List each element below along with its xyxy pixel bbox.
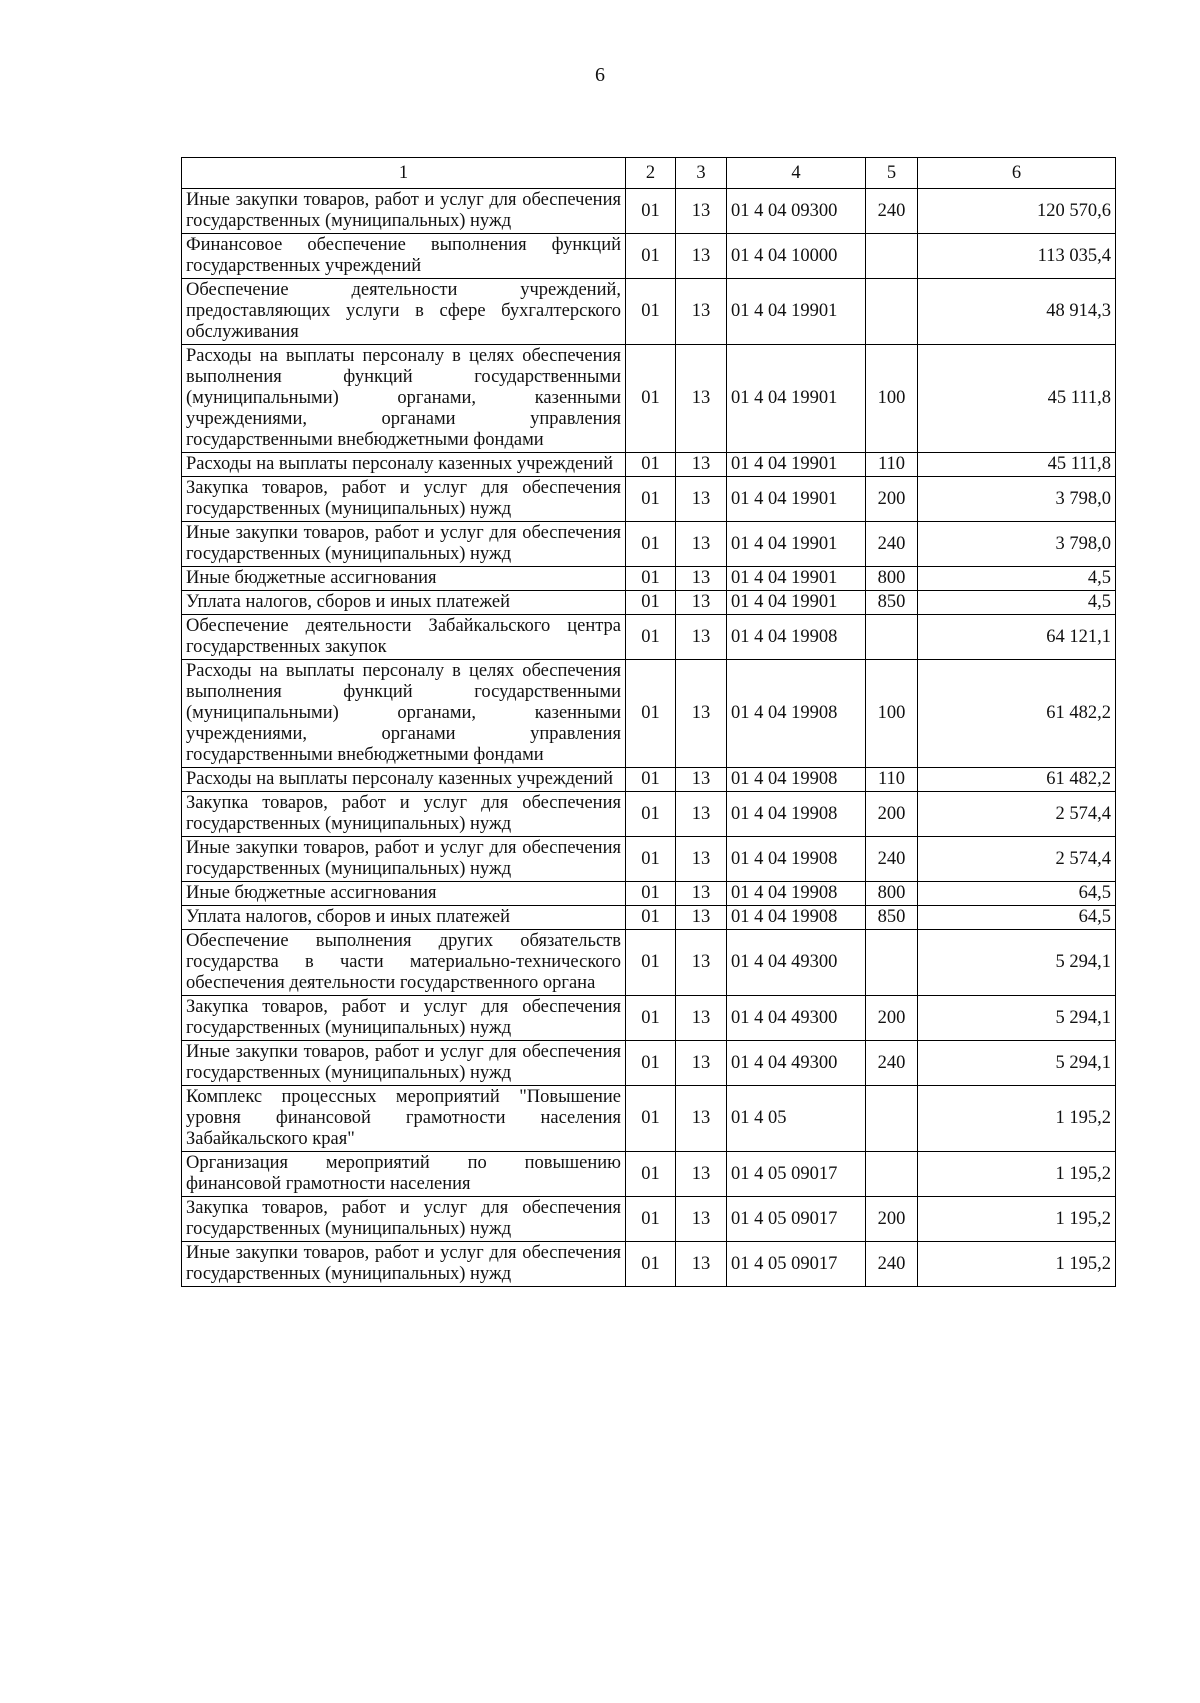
expense-type-cell: 200 <box>866 1197 918 1242</box>
section-code-cell: 01 <box>626 996 676 1041</box>
amount-cell: 64,5 <box>918 906 1116 930</box>
subsection-code-cell: 13 <box>676 930 727 996</box>
expense-type-cell: 100 <box>866 345 918 453</box>
subsection-code-cell: 13 <box>676 279 727 345</box>
section-code-cell: 01 <box>626 345 676 453</box>
column-header-6: 6 <box>918 158 1116 189</box>
section-code-cell: 01 <box>626 1152 676 1197</box>
subsection-code-cell: 13 <box>676 453 727 477</box>
row-name-cell: Обеспечение выполнения других обязательств государства в части материально-технического обеспечения деятельности государственного органа <box>182 930 626 996</box>
target-article-cell: 01 4 05 09017 <box>727 1197 866 1242</box>
section-code-cell: 01 <box>626 477 676 522</box>
amount-cell: 2 574,4 <box>918 837 1116 882</box>
section-code-cell: 01 <box>626 189 676 234</box>
table-row <box>182 591 1116 615</box>
subsection-code-cell: 13 <box>676 234 727 279</box>
table-body <box>182 189 1116 1287</box>
target-article-cell: 01 4 05 09017 <box>727 1242 866 1287</box>
row-name-cell: Закупка товаров, работ и услуг для обеспечения государственных (муниципальных) нужд <box>182 1197 626 1242</box>
expense-type-cell: 240 <box>866 1041 918 1086</box>
amount-cell: 4,5 <box>918 567 1116 591</box>
subsection-code-cell: 13 <box>676 837 727 882</box>
expense-type-cell: 200 <box>866 477 918 522</box>
expense-type-cell <box>866 1086 918 1152</box>
amount-cell: 5 294,1 <box>918 1041 1116 1086</box>
section-code-cell: 01 <box>626 906 676 930</box>
table-row <box>182 837 1116 882</box>
amount-cell: 120 570,6 <box>918 189 1116 234</box>
amount-cell: 1 195,2 <box>918 1152 1116 1197</box>
expense-type-cell: 200 <box>866 792 918 837</box>
subsection-code-cell: 13 <box>676 522 727 567</box>
column-header-3: 3 <box>676 158 727 189</box>
subsection-code-cell: 13 <box>676 1242 727 1287</box>
expense-type-cell: 110 <box>866 768 918 792</box>
section-code-cell: 01 <box>626 792 676 837</box>
section-code-cell: 01 <box>626 660 676 768</box>
subsection-code-cell: 13 <box>676 792 727 837</box>
amount-cell: 1 195,2 <box>918 1242 1116 1287</box>
row-name-cell: Иные закупки товаров, работ и услуг для обеспечения государственных (муниципальных) нужд <box>182 1041 626 1086</box>
table-row <box>182 189 1116 234</box>
amount-cell: 64 121,1 <box>918 615 1116 660</box>
row-name-cell: Финансовое обеспечение выполнения функций государственных учреждений <box>182 234 626 279</box>
section-code-cell: 01 <box>626 837 676 882</box>
section-code-cell: 01 <box>626 234 676 279</box>
expense-type-cell: 240 <box>866 1242 918 1287</box>
table-row <box>182 234 1116 279</box>
expense-type-cell <box>866 279 918 345</box>
expense-type-cell: 240 <box>866 522 918 567</box>
section-code-cell: 01 <box>626 522 676 567</box>
amount-cell: 48 914,3 <box>918 279 1116 345</box>
amount-cell: 4,5 <box>918 591 1116 615</box>
subsection-code-cell: 13 <box>676 615 727 660</box>
section-code-cell: 01 <box>626 768 676 792</box>
column-header-4: 4 <box>727 158 866 189</box>
amount-cell: 3 798,0 <box>918 477 1116 522</box>
amount-cell: 45 111,8 <box>918 345 1116 453</box>
subsection-code-cell: 13 <box>676 906 727 930</box>
section-code-cell: 01 <box>626 567 676 591</box>
table-row <box>182 768 1116 792</box>
table-row <box>182 906 1116 930</box>
target-article-cell: 01 4 05 09017 <box>727 1152 866 1197</box>
column-header-1: 1 <box>182 158 626 189</box>
amount-cell: 3 798,0 <box>918 522 1116 567</box>
table-row <box>182 996 1116 1041</box>
target-article-cell: 01 4 04 19901 <box>727 453 866 477</box>
section-code-cell: 01 <box>626 1086 676 1152</box>
section-code-cell: 01 <box>626 1242 676 1287</box>
table-row <box>182 1086 1116 1152</box>
expense-type-cell: 240 <box>866 189 918 234</box>
target-article-cell: 01 4 04 19908 <box>727 615 866 660</box>
expense-type-cell <box>866 1152 918 1197</box>
expense-type-cell: 800 <box>866 882 918 906</box>
amount-cell: 1 195,2 <box>918 1086 1116 1152</box>
amount-cell: 5 294,1 <box>918 996 1116 1041</box>
row-name-cell: Иные закупки товаров, работ и услуг для обеспечения государственных (муниципальных) нужд <box>182 522 626 567</box>
page-number: 6 <box>595 64 605 86</box>
target-article-cell: 01 4 04 19908 <box>727 792 866 837</box>
row-name-cell: Уплата налогов, сборов и иных платежей <box>182 591 626 615</box>
table-row <box>182 567 1116 591</box>
table-row <box>182 522 1116 567</box>
row-name-cell: Иные бюджетные ассигнования <box>182 567 626 591</box>
section-code-cell: 01 <box>626 930 676 996</box>
row-name-cell: Обеспечение деятельности учреждений, предоставляющих услуги в сфере бухгалтерского обслуживания <box>182 279 626 345</box>
target-article-cell: 01 4 04 19901 <box>727 522 866 567</box>
column-header-2: 2 <box>626 158 676 189</box>
target-article-cell: 01 4 05 <box>727 1086 866 1152</box>
subsection-code-cell: 13 <box>676 1197 727 1242</box>
table-row <box>182 615 1116 660</box>
amount-cell: 2 574,4 <box>918 792 1116 837</box>
table-row <box>182 792 1116 837</box>
row-name-cell: Закупка товаров, работ и услуг для обеспечения государственных (муниципальных) нужд <box>182 792 626 837</box>
row-name-cell: Иные закупки товаров, работ и услуг для обеспечения государственных (муниципальных) нужд <box>182 1242 626 1287</box>
expense-type-cell: 850 <box>866 906 918 930</box>
subsection-code-cell: 13 <box>676 1086 727 1152</box>
section-code-cell: 01 <box>626 279 676 345</box>
section-code-cell: 01 <box>626 882 676 906</box>
row-name-cell: Расходы на выплаты персоналу казенных учреждений <box>182 453 626 477</box>
target-article-cell: 01 4 04 19908 <box>727 660 866 768</box>
subsection-code-cell: 13 <box>676 189 727 234</box>
subsection-code-cell: 13 <box>676 882 727 906</box>
target-article-cell: 01 4 04 19908 <box>727 768 866 792</box>
table-row <box>182 1197 1116 1242</box>
target-article-cell: 01 4 04 09300 <box>727 189 866 234</box>
expense-type-cell <box>866 615 918 660</box>
row-name-cell: Комплекс процессных мероприятий "Повышение уровня финансовой грамотности населения Забайкальского края" <box>182 1086 626 1152</box>
subsection-code-cell: 13 <box>676 660 727 768</box>
section-code-cell: 01 <box>626 591 676 615</box>
target-article-cell: 01 4 04 49300 <box>727 996 866 1041</box>
expense-type-cell: 200 <box>866 996 918 1041</box>
row-name-cell: Иные закупки товаров, работ и услуг для обеспечения государственных (муниципальных) нужд <box>182 189 626 234</box>
expense-type-cell: 100 <box>866 660 918 768</box>
table-row <box>182 345 1116 453</box>
expense-type-cell <box>866 930 918 996</box>
amount-cell: 1 195,2 <box>918 1197 1116 1242</box>
row-name-cell: Расходы на выплаты персоналу в целях обеспечения выполнения функций государственными (муниципальными) органами, казенными учреждениями, органами управления государственными внебюджетными фондами <box>182 660 626 768</box>
target-article-cell: 01 4 04 10000 <box>727 234 866 279</box>
column-header-5: 5 <box>866 158 918 189</box>
section-code-cell: 01 <box>626 1041 676 1086</box>
target-article-cell: 01 4 04 19901 <box>727 279 866 345</box>
table-row <box>182 1242 1116 1287</box>
subsection-code-cell: 13 <box>676 768 727 792</box>
amount-cell: 61 482,2 <box>918 768 1116 792</box>
amount-cell: 113 035,4 <box>918 234 1116 279</box>
section-code-cell: 01 <box>626 615 676 660</box>
amount-cell: 64,5 <box>918 882 1116 906</box>
subsection-code-cell: 13 <box>676 567 727 591</box>
subsection-code-cell: 13 <box>676 591 727 615</box>
amount-cell: 5 294,1 <box>918 930 1116 996</box>
target-article-cell: 01 4 04 19901 <box>727 477 866 522</box>
subsection-code-cell: 13 <box>676 996 727 1041</box>
table-row <box>182 477 1116 522</box>
target-article-cell: 01 4 04 19908 <box>727 906 866 930</box>
expense-type-cell <box>866 234 918 279</box>
section-code-cell: 01 <box>626 1197 676 1242</box>
target-article-cell: 01 4 04 19908 <box>727 837 866 882</box>
row-name-cell: Обеспечение деятельности Забайкальского центра государственных закупок <box>182 615 626 660</box>
expense-type-cell: 800 <box>866 567 918 591</box>
target-article-cell: 01 4 04 19901 <box>727 345 866 453</box>
table-row <box>182 1041 1116 1086</box>
target-article-cell: 01 4 04 19908 <box>727 882 866 906</box>
table-row <box>182 660 1116 768</box>
subsection-code-cell: 13 <box>676 477 727 522</box>
row-name-cell: Расходы на выплаты персоналу казенных учреждений <box>182 768 626 792</box>
table-row <box>182 279 1116 345</box>
expense-type-cell: 110 <box>866 453 918 477</box>
row-name-cell: Иные закупки товаров, работ и услуг для обеспечения государственных (муниципальных) нужд <box>182 837 626 882</box>
expense-type-cell: 240 <box>866 837 918 882</box>
section-code-cell: 01 <box>626 453 676 477</box>
target-article-cell: 01 4 04 19901 <box>727 567 866 591</box>
amount-cell: 61 482,2 <box>918 660 1116 768</box>
amount-cell: 45 111,8 <box>918 453 1116 477</box>
table-row <box>182 930 1116 996</box>
target-article-cell: 01 4 04 49300 <box>727 930 866 996</box>
row-name-cell: Уплата налогов, сборов и иных платежей <box>182 906 626 930</box>
row-name-cell: Иные бюджетные ассигнования <box>182 882 626 906</box>
target-article-cell: 01 4 04 19901 <box>727 591 866 615</box>
subsection-code-cell: 13 <box>676 1041 727 1086</box>
expense-type-cell: 850 <box>866 591 918 615</box>
table-row <box>182 882 1116 906</box>
table-row <box>182 1152 1116 1197</box>
row-name-cell: Закупка товаров, работ и услуг для обеспечения государственных (муниципальных) нужд <box>182 996 626 1041</box>
subsection-code-cell: 13 <box>676 1152 727 1197</box>
row-name-cell: Закупка товаров, работ и услуг для обеспечения государственных (муниципальных) нужд <box>182 477 626 522</box>
row-name-cell: Организация мероприятий по повышению финансовой грамотности населения <box>182 1152 626 1197</box>
budget-table <box>181 157 1116 1287</box>
header-row <box>182 158 1116 189</box>
target-article-cell: 01 4 04 49300 <box>727 1041 866 1086</box>
row-name-cell: Расходы на выплаты персоналу в целях обеспечения выполнения функций государственными (муниципальными) органами, казенными учреждениями, органами управления государственными внебюджетными фондами <box>182 345 626 453</box>
subsection-code-cell: 13 <box>676 345 727 453</box>
table-header <box>182 158 1116 189</box>
table-row <box>182 453 1116 477</box>
